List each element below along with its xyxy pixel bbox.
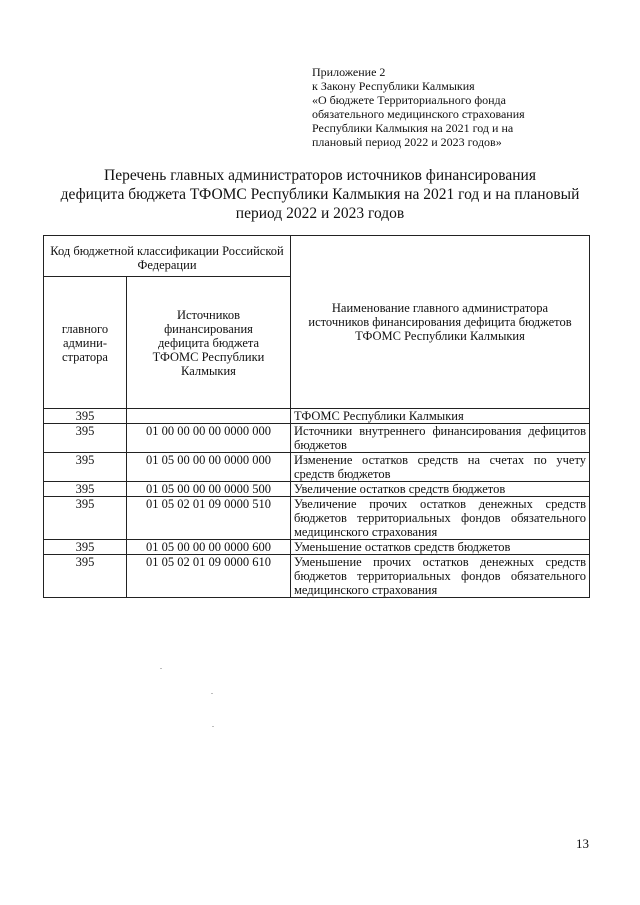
table-row — [44, 453, 590, 482]
appendix-line: обязательного медицинского страхования — [312, 107, 525, 121]
header-main-administrator: главного админи-стратора — [44, 277, 127, 409]
appendix-line: плановый период 2022 и 2023 годов» — [312, 135, 502, 149]
title-line: Перечень главных администраторов источников финансирования — [104, 167, 536, 184]
header-budget-classification: Код бюджетной классификации Российской Федерации — [44, 236, 291, 277]
classification-code-cell — [127, 409, 291, 424]
admin-code-cell: 395 — [44, 424, 127, 453]
admin-code-cell: 395 — [44, 497, 127, 540]
admin-code-cell: 395 — [44, 409, 127, 424]
name-cell: Источники внутреннего финансирования дефицитов бюджетов — [291, 424, 590, 453]
appendix-note — [312, 65, 612, 149]
header-row — [44, 236, 590, 277]
scan-speck — [212, 726, 214, 727]
appendix-line: Республики Калмыкия на 2021 год и на — [312, 121, 514, 135]
table-row — [44, 482, 590, 497]
classification-code-cell: 01 05 00 00 00 0000 600 — [127, 540, 291, 555]
name-cell: Уменьшение остатков средств бюджетов — [291, 540, 590, 555]
classification-code-cell: 01 05 00 00 00 0000 500 — [127, 482, 291, 497]
name-cell: Увеличение остатков средств бюджетов — [291, 482, 590, 497]
classification-code-cell: 01 05 02 01 09 0000 510 — [127, 497, 291, 540]
scan-speck — [160, 668, 162, 669]
admin-code-cell: 395 — [44, 555, 127, 598]
classification-code-cell: 01 00 00 00 00 0000 000 — [127, 424, 291, 453]
header-administrator-name: Наименование главного администратора источников финансирования дефицита бюджетов ТФОМС Республики Калмыкия — [291, 236, 590, 409]
classification-code-cell: 01 05 02 01 09 0000 610 — [127, 555, 291, 598]
table-row — [44, 409, 590, 424]
table-row — [44, 555, 590, 598]
admin-code-cell: 395 — [44, 540, 127, 555]
appendix-line: Приложение 2 — [312, 65, 386, 79]
document-title — [40, 166, 600, 223]
table-row — [44, 497, 590, 540]
table-row — [44, 540, 590, 555]
page-number: 13 — [576, 836, 589, 851]
name-cell: Изменение остатков средств на счетах по учету средств бюджетов — [291, 453, 590, 482]
name-cell: Увеличение прочих остатков денежных средств бюджетов территориальных фондов обязательного медицинского страхования — [291, 497, 590, 540]
name-cell: Уменьшение прочих остатков денежных средств бюджетов территориальных фондов обязательного медицинского страхования — [291, 555, 590, 598]
title-line: дефицита бюджета ТФОМС Республики Калмыкия на 2021 год и на плановый — [60, 186, 580, 203]
name-cell: ТФОМС Республики Калмыкия — [291, 409, 590, 424]
title-line: период 2022 и 2023 годов — [235, 205, 405, 222]
table-row — [44, 424, 590, 453]
admin-code-cell: 395 — [44, 482, 127, 497]
header-financing-sources: Источников финансирования дефицита бюджета ТФОМС Республики Калмыкия — [127, 277, 291, 409]
appendix-line: к Закону Республики Калмыкия — [312, 79, 475, 93]
scan-speck — [211, 693, 213, 694]
admin-code-cell: 395 — [44, 453, 127, 482]
appendix-line: «О бюджете Территориального фонда — [312, 93, 506, 107]
classification-code-cell: 01 05 00 00 00 0000 000 — [127, 453, 291, 482]
administrators-table — [43, 235, 590, 598]
